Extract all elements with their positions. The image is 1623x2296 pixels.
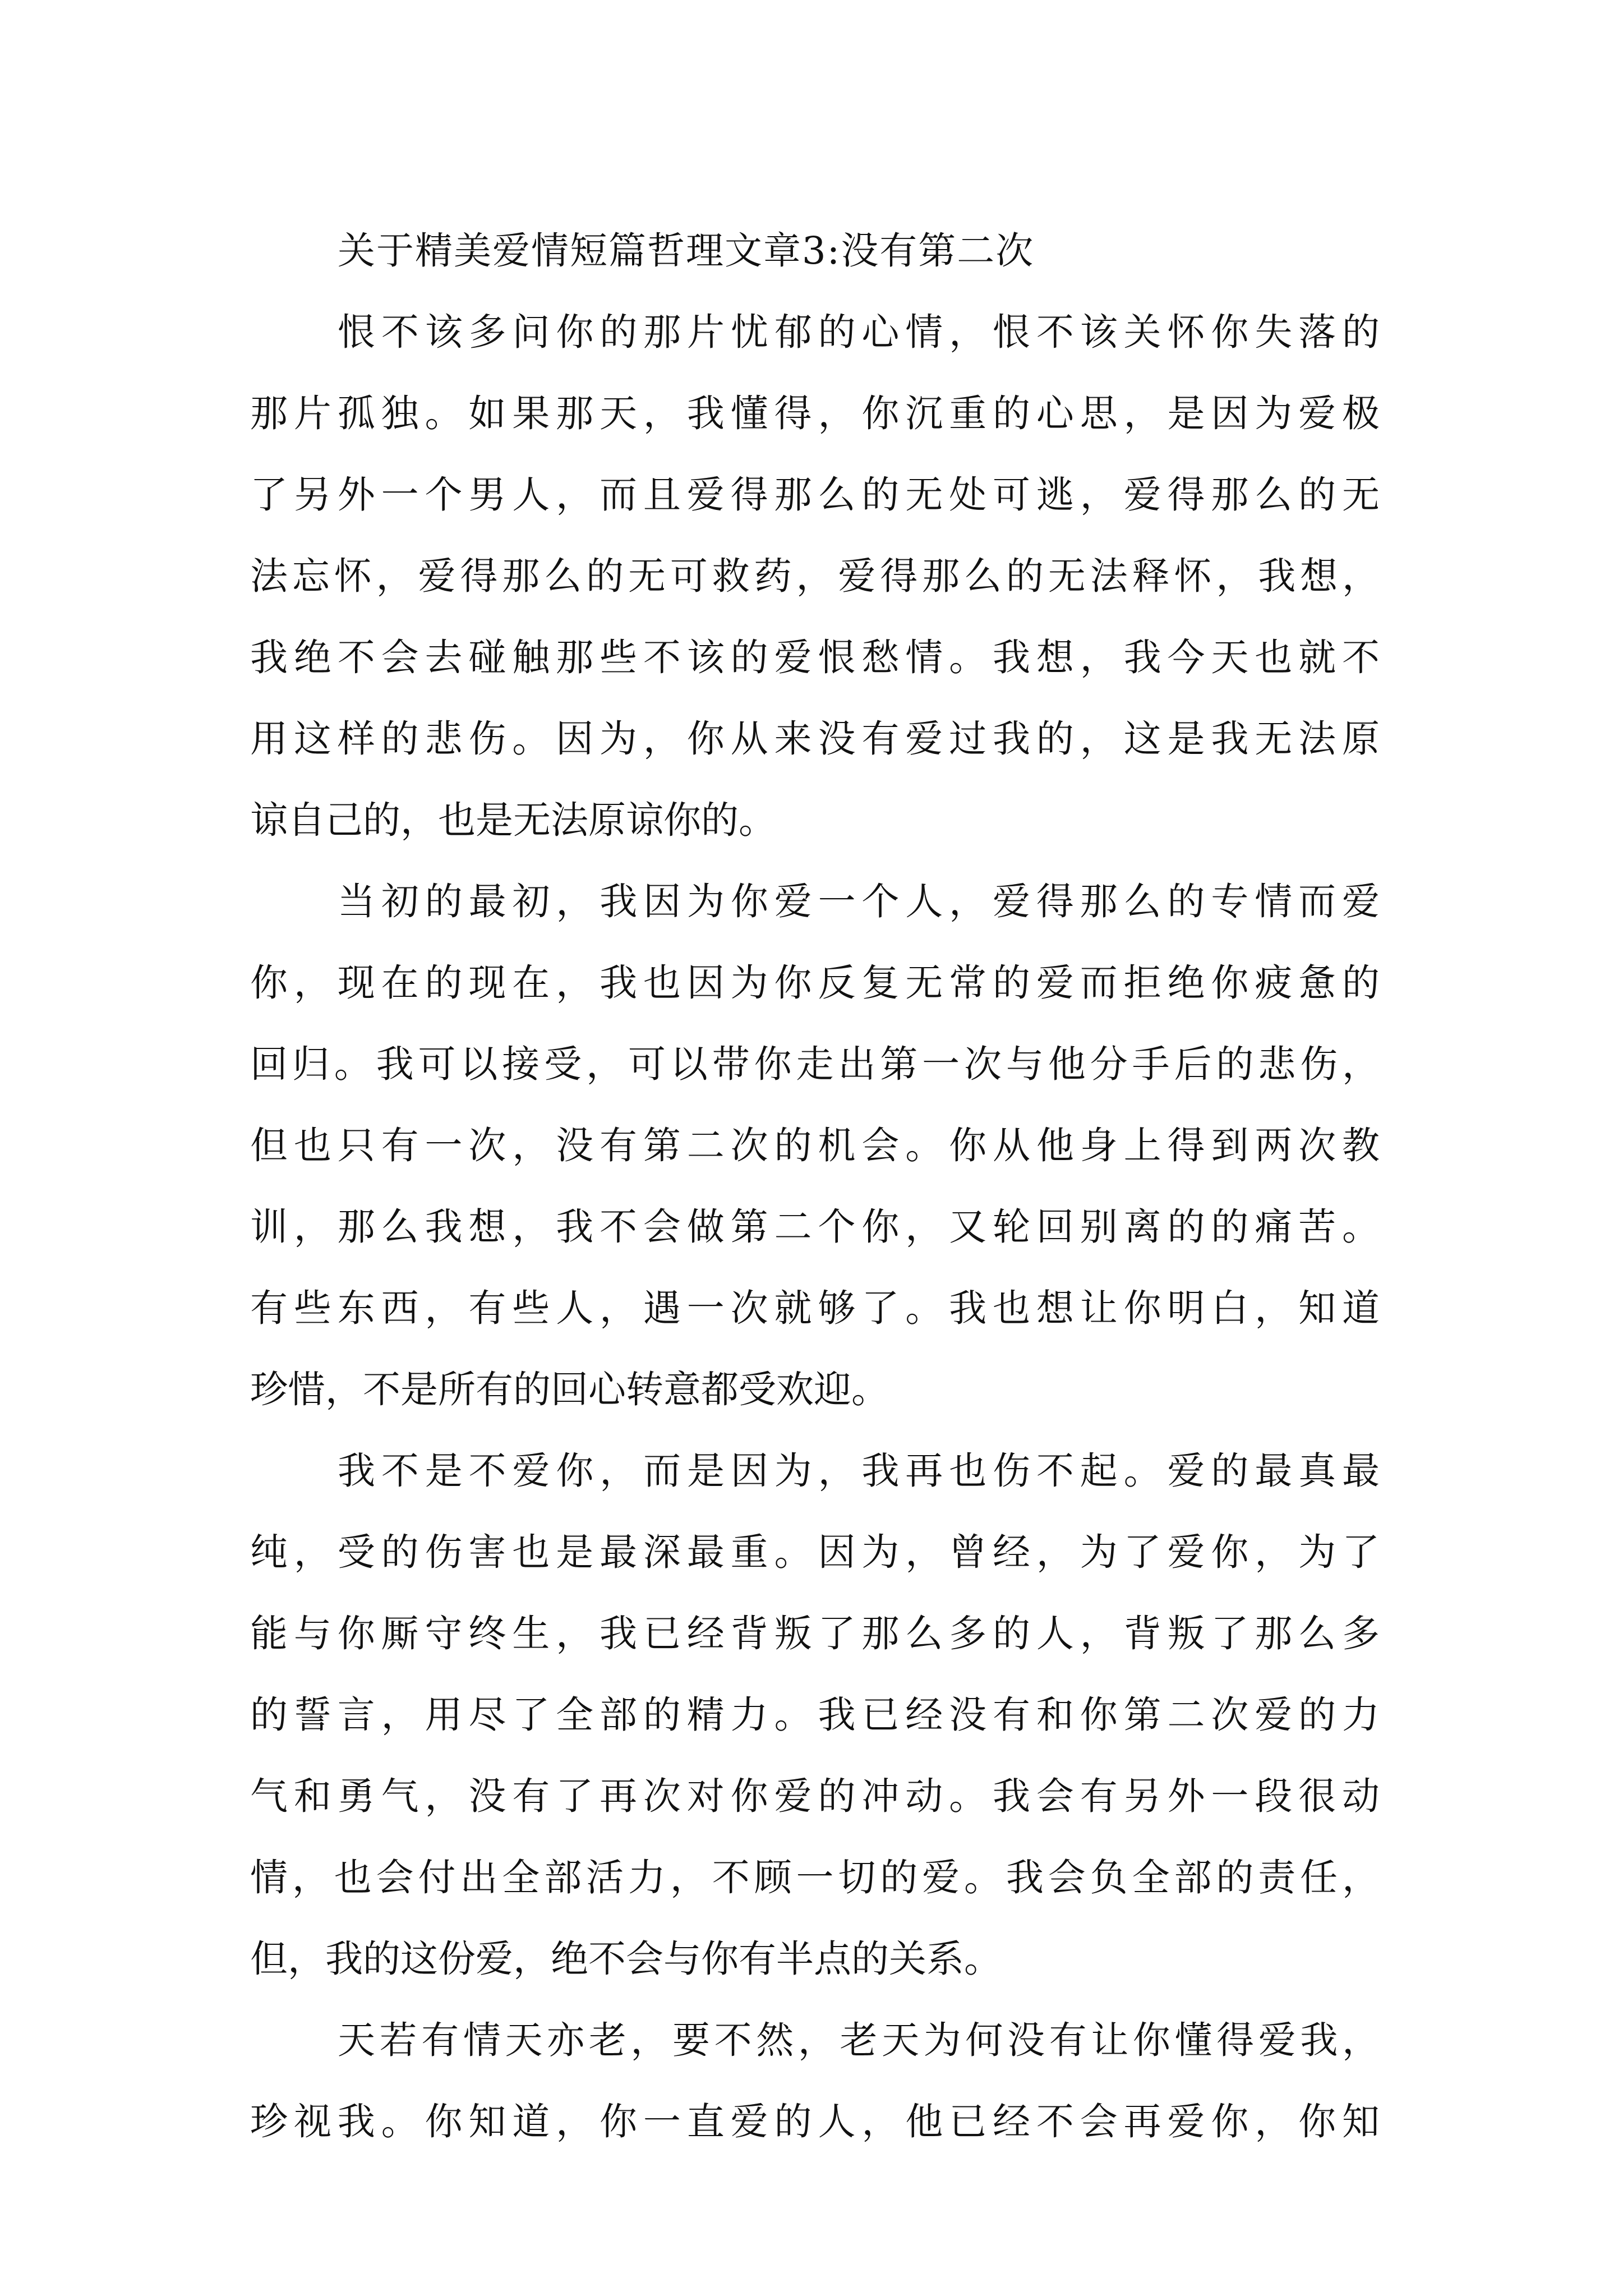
paragraph-line: 你，现在的现在，我也因为你反复无常的爱而拒绝你疲惫的 xyxy=(250,961,1380,1005)
paragraph-line: 了另外一个男人，而且爱得那么的无处可逃，爱得那么的无 xyxy=(250,473,1380,517)
paragraph-line: 珍视我。你知道，你一直爱的人，他已经不会再爱你，你知 xyxy=(250,2100,1380,2143)
paragraph-line: 但，我的这份爱，绝不会与你有半点的关系。 xyxy=(250,1937,1002,1981)
paragraph-line: 珍惜，不是所有的回心转意都受欢迎。 xyxy=(250,1368,889,1411)
paragraph-line: 训，那么我想，我不会做第二个你，又轮回别离的的痛苦。 xyxy=(250,1205,1380,1249)
document-body xyxy=(250,210,1380,2162)
paragraph-line: 用这样的悲伤。因为，你从来没有爱过我的，这是我无法原 xyxy=(250,717,1380,761)
paragraph-line: 回归。我可以接受，可以带你走出第一次与他分手后的悲伤， xyxy=(250,1042,1380,1086)
paragraph-line: 情，也会付出全部活力，不顾一切的爱。我会负全部的责任， xyxy=(250,1856,1380,1899)
paragraph-line: 能与你厮守终生，我已经背叛了那么多的人，背叛了那么多 xyxy=(250,1612,1380,1655)
paragraph-line: 有些东西，有些人，遇一次就够了。我也想让你明白，知道 xyxy=(250,1286,1380,1330)
document-title: 关于精美爱情短篇哲理文章3:没有第二次 xyxy=(338,229,1035,273)
paragraph-line: 气和勇气，没有了再次对你爱的冲动。我会有另外一段很动 xyxy=(250,1774,1380,1818)
paragraph-line: 纯，受的伤害也是最深最重。因为，曾经，为了爱你，为了 xyxy=(250,1530,1380,1574)
paragraph-line: 当初的最初，我因为你爱一个人，爱得那么的专情而爱 xyxy=(338,880,1380,923)
paragraph-line: 那片孤独。如果那天，我懂得，你沉重的心思，是因为爱极 xyxy=(250,392,1380,435)
paragraph-line: 法忘怀，爱得那么的无可救药，爱得那么的无法释怀，我想， xyxy=(250,554,1380,598)
paragraph-line: 恨不该多问你的那片忧郁的心情，恨不该关怀你失落的 xyxy=(338,310,1380,354)
paragraph-line: 谅自己的，也是无法原谅你的。 xyxy=(250,798,776,842)
paragraph-line: 我绝不会去碰触那些不该的爱恨愁情。我想，我今天也就不 xyxy=(250,636,1380,679)
paragraph-line: 我不是不爱你，而是因为，我再也伤不起。爱的最真最 xyxy=(338,1449,1380,1493)
paragraph-line: 的誓言，用尽了全部的精力。我已经没有和你第二次爱的力 xyxy=(250,1693,1380,1737)
paragraph-line: 天若有情天亦老，要不然，老天为何没有让你懂得爱我， xyxy=(338,2018,1380,2062)
paragraph-line: 但也只有一次，没有第二次的机会。你从他身上得到两次教 xyxy=(250,1124,1380,1167)
